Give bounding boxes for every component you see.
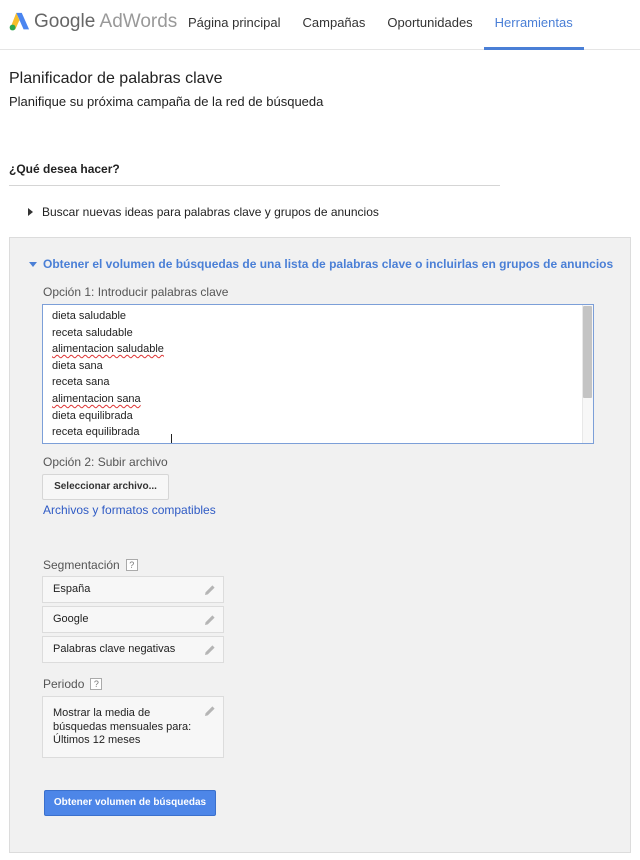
keyword-line: dieta equilibrada <box>52 409 133 422</box>
period-text-line: Últimos 12 meses <box>53 734 141 746</box>
help-icon[interactable]: ? <box>90 678 102 690</box>
logo-adwords-text: AdWords <box>99 11 178 32</box>
get-search-volume-button[interactable]: Obtener volumen de búsquedas <box>44 790 216 816</box>
search-volume-panel <box>9 237 631 853</box>
scrollbar-track[interactable] <box>582 305 593 443</box>
pencil-icon[interactable] <box>204 584 216 596</box>
select-file-button[interactable]: Seleccionar archivo... <box>42 474 169 500</box>
pencil-icon[interactable] <box>204 614 216 626</box>
divider <box>9 185 500 186</box>
keywords-textarea[interactable] <box>42 304 594 444</box>
keyword-line: receta sana <box>52 376 110 389</box>
period-label <box>43 677 102 691</box>
main-nav <box>177 0 584 50</box>
keyword-line: alimentacion saludable <box>52 343 164 356</box>
keyword-line: receta saludable <box>52 326 133 339</box>
triangle-down-icon <box>29 262 37 267</box>
adwords-logo-icon <box>8 11 30 33</box>
triangle-right-icon <box>28 208 33 216</box>
keyword-line: receta equilibrada <box>52 426 140 439</box>
network-field[interactable] <box>42 606 224 633</box>
targeting-label-text: Segmentación <box>43 558 120 572</box>
tab-herramientas[interactable]: Herramientas <box>484 0 584 50</box>
page-title: Planificador de palabras clave <box>9 70 223 87</box>
keyword-line: dieta sana <box>52 359 103 372</box>
negative-keywords-field[interactable] <box>42 636 224 663</box>
targeting-label <box>43 558 138 572</box>
option1-label: Opción 1: Introducir palabras clave <box>43 285 229 299</box>
page-subtitle: Planifique su próxima campaña de la red de búsqueda <box>9 94 324 109</box>
logo-wordmark <box>34 11 177 33</box>
keyword-line-partial <box>52 441 164 444</box>
option2-label: Opción 2: Subir archivo <box>43 455 168 469</box>
location-field[interactable] <box>42 576 224 603</box>
period-label-text: Periodo <box>43 677 85 691</box>
help-icon[interactable]: ? <box>126 559 138 571</box>
tab-oportunidades[interactable]: Oportunidades <box>387 15 473 30</box>
keyword-line: dieta saludable <box>52 310 127 322</box>
top-bar <box>0 0 640 50</box>
option-new-ideas[interactable] <box>28 205 379 219</box>
tab-campanas[interactable]: Campañas <box>302 15 366 30</box>
keyword-line: alimentacion sana <box>52 392 141 405</box>
negative-keywords-value: Palabras clave negativas <box>53 643 176 655</box>
option-search-volume[interactable] <box>29 257 613 271</box>
tab-pagina-principal[interactable]: Página principal <box>188 15 281 30</box>
pencil-icon[interactable] <box>204 644 216 656</box>
period-text-line: búsquedas mensuales para: <box>53 720 192 733</box>
pencil-icon[interactable] <box>204 705 216 717</box>
option-search-volume-label: Obtener el volumen de búsquedas de una lista de palabras clave o incluirlas en grupos de anuncios <box>43 257 614 271</box>
adwords-logo[interactable] <box>8 8 177 36</box>
logo-google-text: Google <box>34 11 96 32</box>
option-new-ideas-label: Buscar nuevas ideas para palabras clave y grupos de anuncios <box>42 205 379 219</box>
text-caret <box>171 434 172 444</box>
scrollbar-thumb[interactable] <box>583 306 592 398</box>
question-heading: ¿Qué desea hacer? <box>9 162 120 176</box>
period-field[interactable] <box>42 696 224 758</box>
compatible-formats-link[interactable]: Archivos y formatos compatibles <box>43 503 216 517</box>
keywords-list <box>52 308 164 444</box>
network-value: Google <box>53 613 89 625</box>
location-value: España <box>53 583 91 595</box>
period-text-line: Mostrar la media de <box>53 707 151 719</box>
